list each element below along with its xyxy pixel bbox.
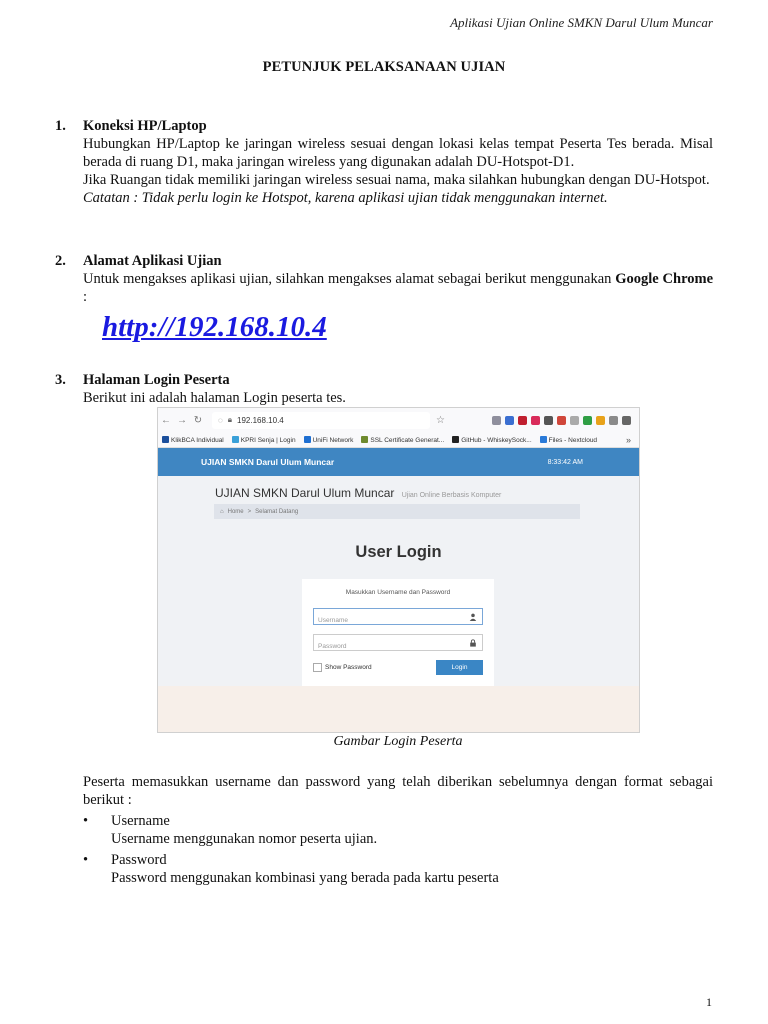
section-koneksi	[55, 117, 713, 207]
section-note: Catatan : Tidak perlu login ke Hotspot, karena aplikasi ujian tidak menggunakan internet.	[83, 190, 608, 206]
footer-band	[158, 686, 639, 732]
bullet-icon: •	[83, 852, 89, 868]
username-field	[313, 608, 483, 625]
clock: 8:33:42 AM	[547, 458, 583, 466]
extension-icon[interactable]	[583, 416, 592, 425]
browser-toolbar	[158, 408, 639, 432]
ublock-icon[interactable]	[518, 416, 527, 425]
bookmark-icon	[232, 436, 239, 443]
list-item-desc: Username menggunakan nomor peserta ujian.	[111, 831, 378, 847]
figure-caption: Gambar Login Peserta	[333, 734, 463, 749]
breadcrumb-separator: >	[247, 508, 252, 515]
bookmark-label: UniFi Network	[312, 436, 354, 444]
home-icon: ⌂	[220, 508, 224, 515]
bookmark-star-icon[interactable]: ☆	[436, 414, 445, 426]
app-header-bar	[158, 448, 639, 476]
bookmark-label: KlikBCA Individual	[171, 436, 224, 444]
list-item	[83, 812, 713, 848]
section-text: Hubungkan HP/Laptop ke jaringan wireless sesuai dengan lokasi kelas tempat Peserta Tes berada. Misal berada di ruang D1, maka jaringan wireless yang digunakan adalah DU-Hotspot-D1.	[83, 136, 713, 170]
bookmarks-overflow-icon[interactable]: »	[625, 434, 631, 445]
bookmark-item[interactable]	[162, 436, 224, 444]
show-password-checkbox[interactable]	[313, 663, 322, 672]
lock-icon: 🔒︎	[227, 415, 233, 424]
bookmark-label: KPRI Senja | Login	[240, 436, 296, 444]
login-heading: User Login	[355, 543, 442, 561]
section-login	[55, 371, 713, 407]
login-button[interactable]: Login	[436, 660, 483, 675]
nextcloud-icon	[540, 436, 547, 443]
bullet-icon: •	[83, 813, 89, 829]
show-password-toggle[interactable]	[313, 663, 372, 672]
section-text: Berikut ini adalah halaman Login peserta tes.	[83, 390, 346, 406]
bookmarks-bar	[158, 432, 639, 448]
bookmark-label: SSL Certificate Generat...	[370, 436, 445, 444]
section-number: 3.	[55, 372, 66, 388]
section-text	[83, 270, 713, 306]
pocket-icon[interactable]	[492, 416, 501, 425]
forward-icon[interactable]: →	[177, 414, 187, 426]
puzzle-icon[interactable]	[609, 416, 618, 425]
bookmark-icon	[361, 436, 368, 443]
login-hint: Masukkan Username dan Password	[345, 589, 451, 596]
extension-icon[interactable]	[596, 416, 605, 425]
login-screenshot	[157, 407, 640, 733]
login-actions	[313, 660, 483, 675]
extension-icon[interactable]	[570, 416, 579, 425]
bookmark-icon	[304, 436, 311, 443]
username-input[interactable]	[314, 613, 482, 628]
address-text: 192.168.10.4	[237, 415, 284, 425]
bookmark-item[interactable]	[232, 436, 296, 444]
extension-icon[interactable]	[531, 416, 540, 425]
page-tagline: Ujian Online Berbasis Komputer	[401, 492, 502, 499]
bookmark-item[interactable]	[304, 436, 354, 444]
app-url-link[interactable]: http://192.168.10.4	[102, 311, 327, 343]
page-title-text: UJIAN SMKN Darul Ulum Muncar	[215, 486, 395, 500]
section-text: Jika Ruangan tidak memiliki jaringan wireless sesuai nama, maka silahkan hubungkan dengan DU-Hotspot.	[83, 172, 710, 188]
list-item-term: Password	[111, 852, 167, 868]
document-title: PETUNJUK PELAKSANAAN UJIAN	[262, 59, 506, 75]
section-heading: Koneksi HP/Laptop	[83, 118, 207, 134]
section-text-part: Untuk mengakses aplikasi ujian, silahkan mengakses alamat sebagai berikut menggunakan	[83, 271, 612, 287]
reload-icon[interactable]: ↻	[193, 414, 203, 426]
login-box	[302, 579, 494, 691]
download-icon[interactable]	[505, 416, 514, 425]
password-input[interactable]	[314, 639, 482, 654]
bookmark-icon	[162, 436, 169, 443]
section-number: 1.	[55, 118, 66, 134]
app-title: UJIAN SMKN Darul Ulum Muncar	[201, 457, 335, 467]
bookmark-item[interactable]	[452, 436, 531, 444]
list-item	[83, 851, 713, 887]
bookmark-item[interactable]	[540, 436, 597, 444]
section-text-part: :	[83, 289, 88, 305]
section-heading: Halaman Login Peserta	[83, 372, 230, 388]
lock-icon	[469, 639, 477, 647]
password-field	[313, 634, 483, 651]
credential-list	[83, 812, 713, 890]
section-number: 2.	[55, 253, 66, 269]
address-bar[interactable]	[212, 412, 430, 429]
github-icon	[452, 436, 459, 443]
page-number: 1	[706, 995, 712, 1009]
list-item-term: Username	[111, 813, 170, 829]
section-alamat	[55, 252, 713, 306]
show-password-label: Show Password	[325, 664, 372, 671]
running-header: Aplikasi Ujian Online SMKN Darul Ulum Muncar	[450, 15, 713, 30]
bookmark-item[interactable]	[361, 436, 444, 444]
extension-icon[interactable]	[557, 416, 566, 425]
devtools-icon[interactable]	[544, 416, 553, 425]
section-heading: Alamat Aplikasi Ujian	[83, 253, 222, 269]
list-item-desc: Password menggunakan kombinasi yang berada pada kartu peserta	[111, 870, 499, 886]
breadcrumb	[214, 504, 580, 519]
breadcrumb-home[interactable]: Home	[227, 508, 244, 515]
menu-icon[interactable]	[622, 416, 631, 425]
browser-name: Google Chrome	[615, 271, 714, 287]
bookmark-label: Files - Nextcloud	[548, 436, 598, 444]
page-title	[215, 486, 639, 500]
user-icon	[469, 613, 477, 621]
shield-icon: ◌	[218, 415, 223, 425]
extension-icons	[492, 416, 639, 425]
bookmark-label: GitHub - WhiskeySock...	[461, 436, 532, 444]
back-icon[interactable]: ←	[161, 414, 171, 426]
breadcrumb-current: Selamat Datang	[255, 508, 299, 515]
instruction-paragraph: Peserta memasukkan username dan password yang telah diberikan sebelumnya dengan format sebagai berikut :	[83, 774, 713, 808]
